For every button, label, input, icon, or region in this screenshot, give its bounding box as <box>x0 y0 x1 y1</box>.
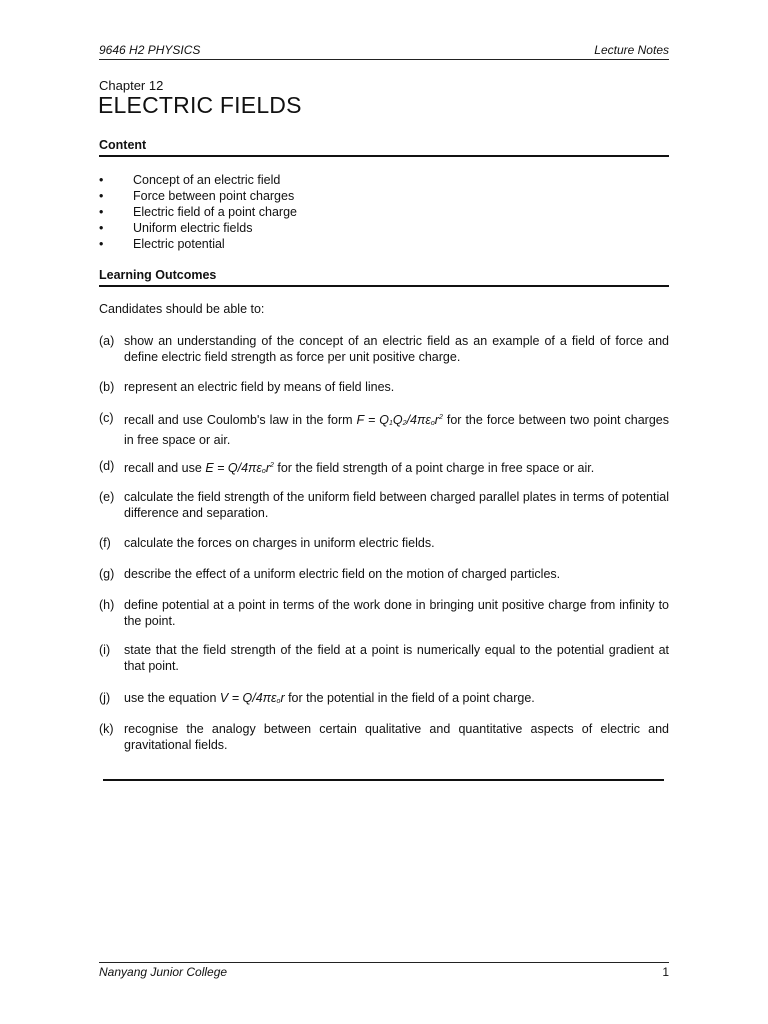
outcome-label: (j) <box>99 691 111 705</box>
bullet-icon: • <box>99 237 104 251</box>
outcome-item <box>99 535 669 551</box>
page-header <box>99 43 669 60</box>
outcome-label: (i) <box>99 643 111 657</box>
list-item: • Concept of an electric field <box>99 173 281 187</box>
potential-formula: $V = Q/4\pi\varepsilon_or$ <box>219 691 285 705</box>
outcome-item <box>99 379 669 395</box>
outcome-item <box>99 642 669 674</box>
footer-college: Nanyang Junior College <box>99 965 228 979</box>
outcome-label: (g) <box>99 567 115 581</box>
outcome-item <box>99 410 669 448</box>
bullet-icon: • <box>99 173 104 187</box>
outcome-text: calculate the field strength of the uniform field between charged parallel plates in terms of potential difference and separation. <box>124 490 669 520</box>
outcome-text: recall and use $E = Q/4\pi\varepsilon_or^2$ for the field strength of a point charge in free space or air. <box>124 461 595 475</box>
outcome-label: (a) <box>99 334 115 348</box>
page-number: 1 <box>662 965 669 979</box>
outcome-item <box>99 597 669 629</box>
header-doc-type: Lecture Notes <box>594 43 669 57</box>
list-item: • Uniform electric fields <box>99 221 253 235</box>
outcome-item <box>99 721 669 753</box>
page-footer <box>99 962 669 981</box>
outcome-text: represent an electric field by means of field lines. <box>124 380 395 394</box>
content-heading: Content <box>99 138 669 157</box>
outcome-item <box>99 489 669 521</box>
outcome-text: define potential at a point in terms of the work done in bringing unit positive charge from infinity to the point. <box>124 598 669 628</box>
outcome-label: (h) <box>99 598 115 612</box>
outcome-text: describe the effect of a uniform electric field on the motion of charged particles. <box>124 567 561 581</box>
outcome-item <box>99 566 669 582</box>
outcome-item <box>99 690 669 710</box>
outcome-text: state that the field strength of the field at a point is numerically equal to the potential gradient at that point. <box>124 643 669 673</box>
outcome-text: use the equation $V = Q/4\pi\varepsilon_or$ for the potential in the field of a point charge. <box>124 691 535 705</box>
coulomb-law-formula: $F = Q_1Q_2/4\pi\varepsilon_or^2$ <box>356 413 443 427</box>
list-item: • Force between point charges <box>99 189 295 203</box>
bullet-icon: • <box>99 205 104 219</box>
outcome-item <box>99 458 669 480</box>
list-item: • Electric field of a point charge <box>99 205 297 219</box>
outcome-text: calculate the forces on charges in uniform electric fields. <box>124 536 435 550</box>
outcome-text: recall and use Coulomb's law in the form $F = Q_1Q_2/4\pi\varepsilon_or^2$ for the force between two point charges in free space or air. <box>124 413 669 447</box>
outcome-label: (c) <box>99 411 114 425</box>
section-divider <box>103 779 664 781</box>
outcome-text: show an understanding of the concept of an electric field as an example of a field of force and define electric field strength as force per unit positive charge. <box>124 334 669 364</box>
outcome-label: (f) <box>99 536 111 550</box>
learning-outcomes-heading: Learning Outcomes <box>99 268 669 287</box>
outcome-label: (k) <box>99 722 114 736</box>
content-list <box>99 172 297 252</box>
outcomes-intro: Candidates should be able to: <box>99 302 265 316</box>
outcome-label: (b) <box>99 380 115 394</box>
chapter-label: Chapter 12 <box>99 78 164 93</box>
outcome-item <box>99 333 669 365</box>
bullet-icon: • <box>99 221 104 235</box>
outcome-label: (e) <box>99 490 115 504</box>
field-strength-formula: $E = Q/4\pi\varepsilon_or^2$ <box>205 461 274 475</box>
list-item: • Electric potential <box>99 237 225 251</box>
outcome-text: recognise the analogy between certain qualitative and quantitative aspects of electric and gravitational fields. <box>124 722 669 752</box>
header-course: 9646 H2 PHYSICS <box>99 43 201 57</box>
page-title: ELECTRIC FIELDS <box>98 92 302 118</box>
outcome-label: (d) <box>99 459 115 473</box>
bullet-icon: • <box>99 189 104 203</box>
